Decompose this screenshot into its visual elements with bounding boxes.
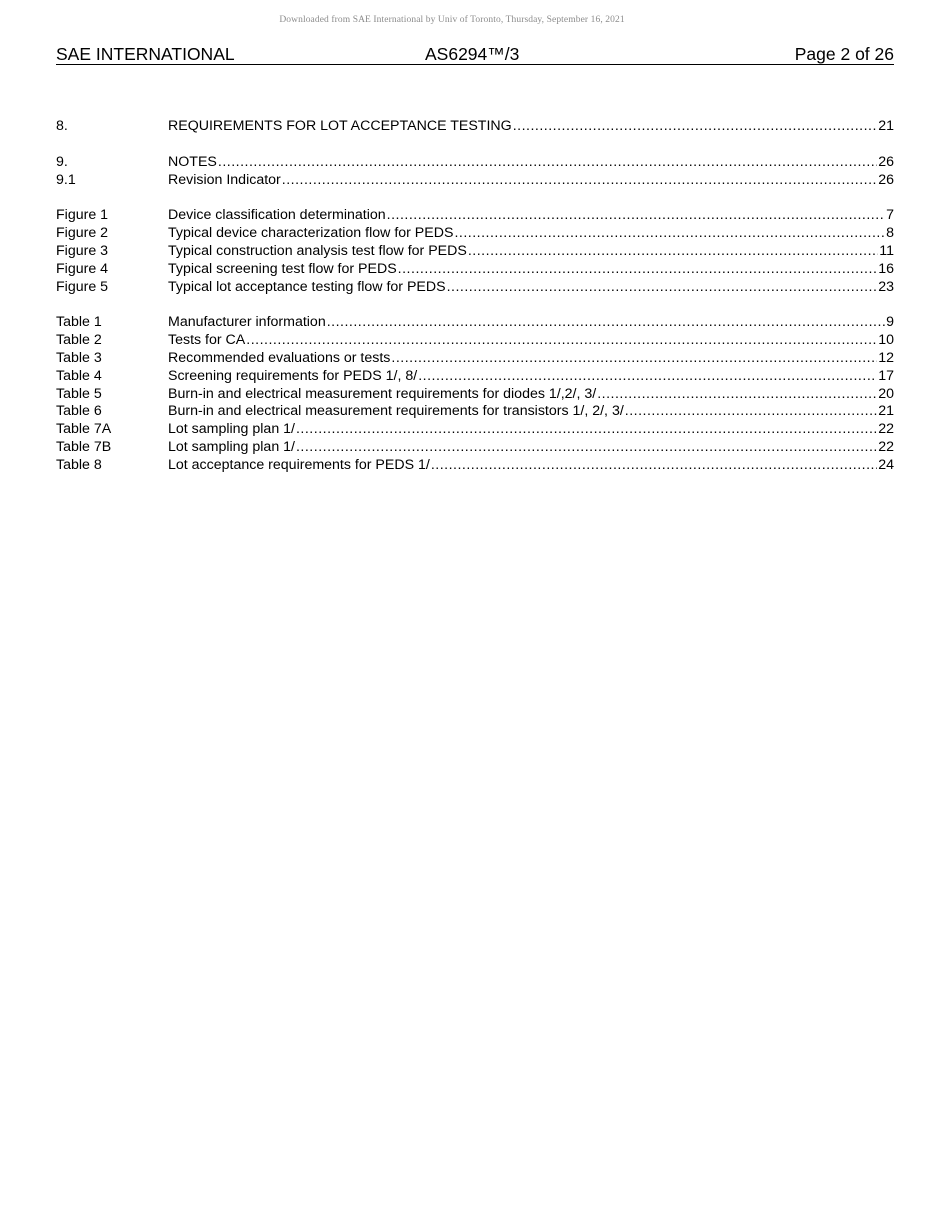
toc-entry[interactable] — [56, 261, 894, 279]
toc-entry[interactable] — [56, 386, 894, 404]
toc-entry-number: Figure 4 — [56, 260, 109, 277]
toc-entry-title: Typical construction analysis test flow for PEDS — [168, 242, 467, 259]
toc-entry-number: Table 1 — [56, 314, 102, 331]
toc-entry[interactable] — [56, 172, 894, 190]
dot-leader — [454, 225, 885, 243]
header-organization: SAE INTERNATIONAL — [56, 44, 235, 64]
toc-entry-title: Manufacturer information — [168, 314, 326, 331]
toc-entry-page: 22 — [878, 421, 894, 438]
toc-entry-number: 9. — [56, 153, 68, 170]
toc-entry[interactable] — [56, 279, 894, 297]
toc-entry-number: Figure 3 — [56, 242, 109, 259]
dot-leader — [296, 439, 877, 457]
toc-entry-title: Device classification determination — [168, 207, 386, 224]
toc-entry[interactable] — [56, 457, 894, 475]
toc-entry-number: Table 4 — [56, 367, 102, 384]
toc-entry[interactable] — [56, 439, 894, 457]
toc-entry-title: Lot sampling plan 1/ — [168, 421, 295, 438]
toc-entry-number: Figure 1 — [56, 207, 109, 224]
toc-entry-page: 20 — [878, 385, 894, 402]
dot-leader — [418, 368, 877, 386]
dot-leader — [218, 154, 877, 172]
toc-entry-number: Figure 5 — [56, 278, 109, 295]
toc-entry-number: 8. — [56, 118, 68, 134]
toc-entry-title: Tests for CA — [168, 332, 246, 349]
download-watermark: Downloaded from SAE International by Univ of Toronto, Thursday, September 16, 2021 — [279, 15, 625, 25]
page-header — [56, 44, 894, 65]
toc-entry-title: Revision Indicator — [168, 171, 281, 188]
dot-leader — [296, 421, 877, 439]
toc-entry[interactable] — [56, 243, 894, 261]
dot-leader — [468, 243, 878, 261]
toc-entry-title: Recommended evaluations or tests — [168, 349, 391, 366]
toc-entry[interactable] — [56, 118, 894, 136]
toc-entry-page: 8 — [886, 225, 894, 242]
toc-entry-page: 7 — [886, 207, 894, 224]
toc-entry[interactable] — [56, 350, 894, 368]
toc-entry-title: Burn-in and electrical measurement requirements for diodes 1/,2/, 3/ — [168, 385, 597, 402]
toc-entry-number: Table 7A — [56, 421, 112, 438]
dot-leader — [387, 207, 885, 225]
toc-entry[interactable] — [56, 403, 894, 421]
table-of-contents — [56, 118, 894, 493]
toc-entry[interactable] — [56, 332, 894, 350]
toc-entry-page: 21 — [878, 118, 894, 134]
toc-entry-number: Table 7B — [56, 438, 112, 455]
header-page-number: Page 2 of 26 — [794, 44, 894, 64]
toc-entry-title: Burn-in and electrical measurement requirements for transistors 1/, 2/, 3/ — [168, 403, 624, 420]
dot-leader — [282, 172, 877, 190]
toc-entry[interactable] — [56, 225, 894, 243]
toc-entry-number: Table 5 — [56, 385, 102, 402]
toc-entry-page: 10 — [878, 332, 894, 349]
toc-entry-title: NOTES — [168, 153, 217, 170]
toc-entry-number: Table 6 — [56, 403, 102, 420]
toc-group — [56, 207, 894, 296]
toc-entry-number: Table 8 — [56, 456, 102, 473]
toc-entry-number: Table 2 — [56, 332, 102, 349]
dot-leader — [398, 261, 878, 279]
toc-entry-title: REQUIREMENTS FOR LOT ACCEPTANCE TESTING — [168, 118, 512, 134]
dot-leader — [513, 118, 878, 136]
toc-entry-title: Lot sampling plan 1/ — [168, 438, 295, 455]
toc-entry-page: 9 — [886, 314, 894, 331]
toc-entry[interactable] — [56, 421, 894, 439]
toc-entry-title: Screening requirements for PEDS 1/, 8/ — [168, 367, 418, 384]
dot-leader — [391, 350, 877, 368]
toc-entry[interactable] — [56, 368, 894, 386]
toc-entry-title: Lot acceptance requirements for PEDS 1/ — [168, 456, 430, 473]
toc-entry-number: 9.1 — [56, 171, 76, 188]
dot-leader — [246, 332, 877, 350]
toc-entry-page: 21 — [878, 403, 894, 420]
dot-leader — [597, 386, 877, 404]
toc-entry-page: 23 — [878, 278, 894, 295]
toc-entry[interactable] — [56, 314, 894, 332]
dot-leader — [625, 403, 877, 421]
toc-entry-number: Figure 2 — [56, 225, 109, 242]
toc-entry-title: Typical screening test flow for PEDS — [168, 260, 397, 277]
dot-leader — [327, 314, 885, 332]
toc-group — [56, 314, 894, 474]
toc-entry-page: 26 — [878, 171, 894, 188]
toc-group — [56, 154, 894, 190]
toc-entry-page: 16 — [878, 260, 894, 277]
toc-entry[interactable] — [56, 154, 894, 172]
toc-entry-page: 11 — [879, 242, 894, 259]
toc-entry-title: Typical lot acceptance testing flow for PEDS — [168, 278, 446, 295]
toc-entry[interactable] — [56, 207, 894, 225]
header-document-number: AS6294™/3 — [425, 44, 520, 64]
toc-group — [56, 118, 894, 136]
dot-leader — [431, 457, 877, 475]
toc-entry-number: Table 3 — [56, 349, 102, 366]
toc-entry-page: 17 — [878, 367, 894, 384]
toc-entry-page: 24 — [878, 456, 894, 473]
toc-entry-page: 12 — [878, 349, 894, 366]
toc-entry-page: 26 — [878, 153, 894, 170]
toc-entry-page: 22 — [878, 438, 894, 455]
toc-entry-title: Typical device characterization flow for PEDS — [168, 225, 454, 242]
dot-leader — [447, 279, 878, 297]
